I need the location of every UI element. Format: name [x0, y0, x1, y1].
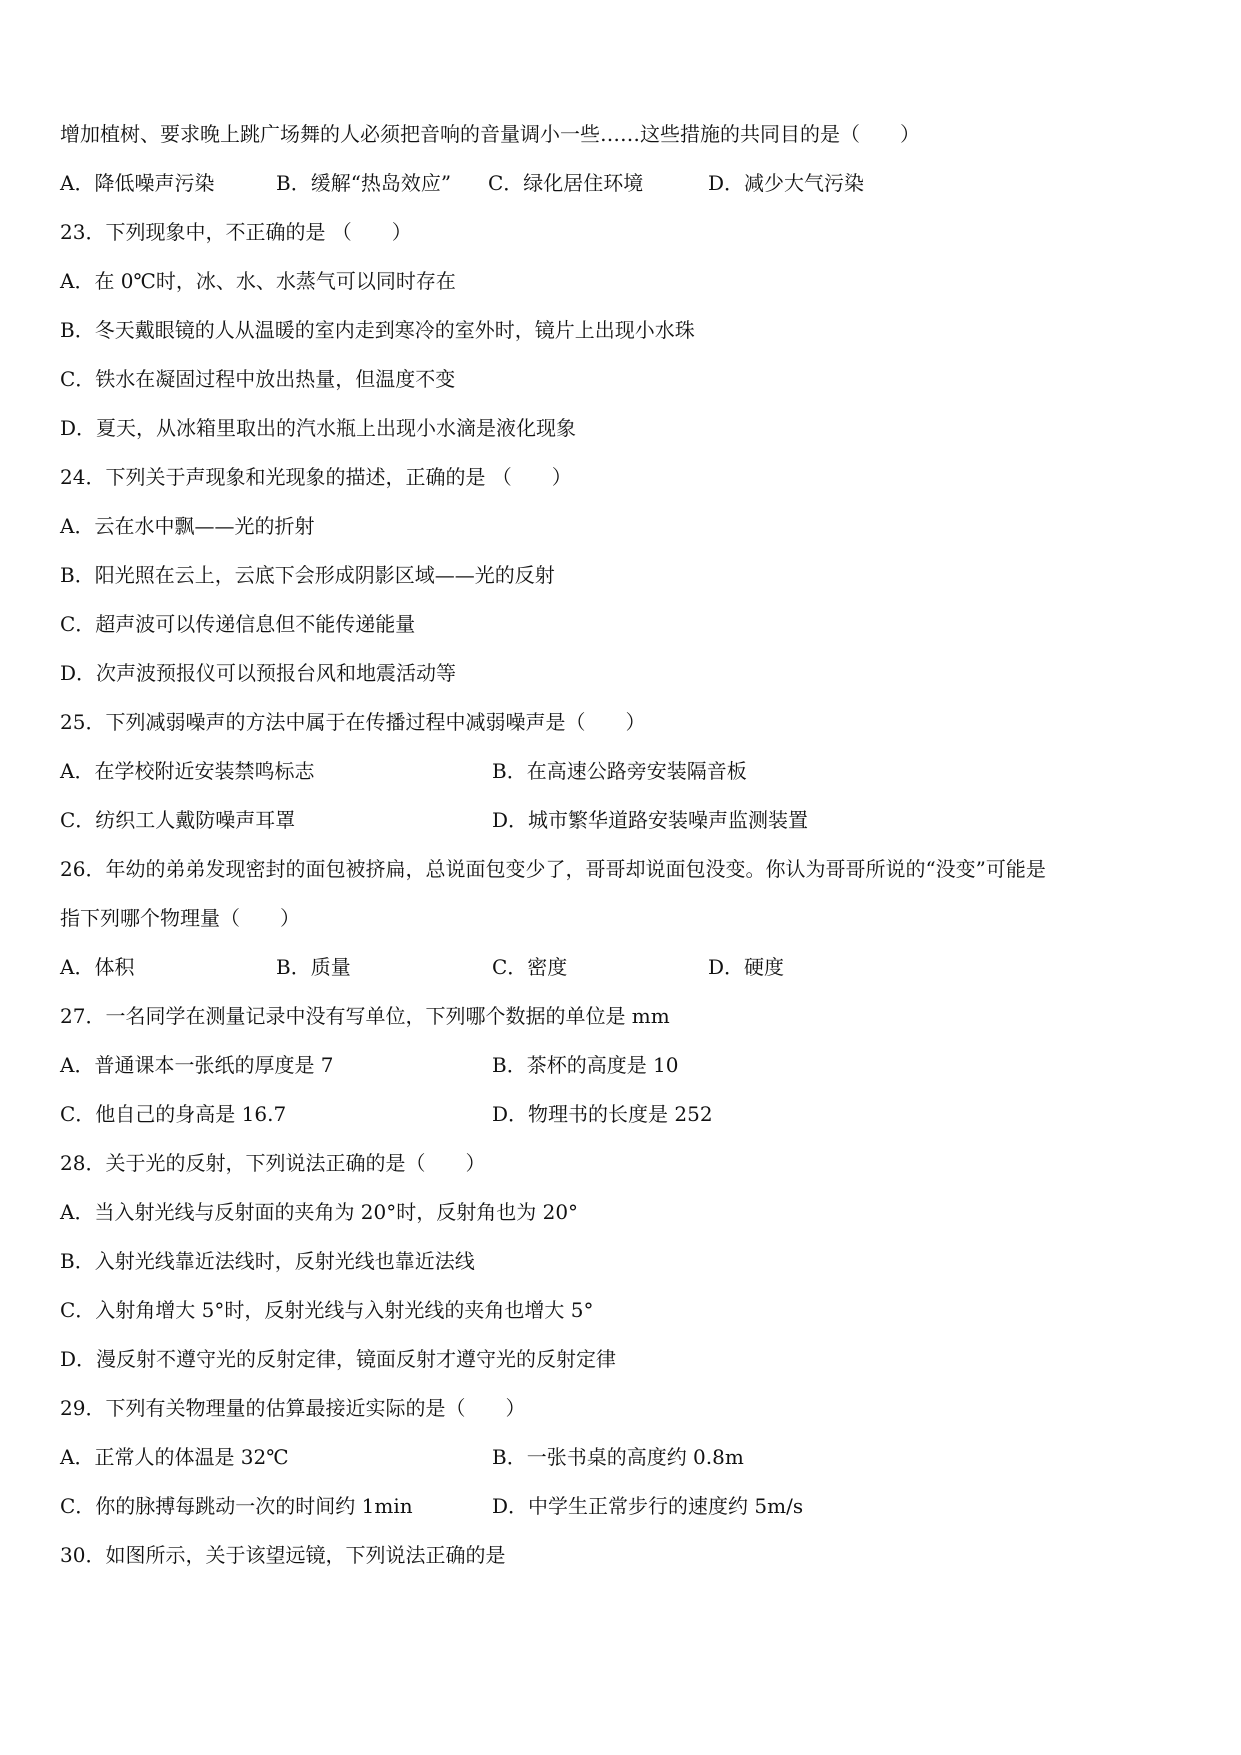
q22-option-c: C．绿化居住环境: [488, 171, 644, 195]
question-28-stem: 28．关于光的反射，下列说法正确的是（ ）: [60, 1151, 486, 1175]
q23-option-d: D．夏天，从冰箱里取出的汽水瓶上出现小水滴是液化现象: [60, 416, 577, 440]
q25-option-c: C．纺织工人戴防噪声耳罩: [60, 808, 296, 832]
q27-option-c: C．他自己的身高是 16.7: [60, 1102, 287, 1126]
q27-option-a: A．普通课本一张纸的厚度是 7: [60, 1053, 334, 1077]
q29-option-a: A．正常人的体温是 32℃: [60, 1445, 289, 1469]
q25-option-d: D．城市繁华道路安装噪声监测装置: [492, 808, 809, 832]
q28-option-d: D．漫反射不遵守光的反射定律，镜面反射才遵守光的反射定律: [60, 1347, 617, 1371]
question-26-options: [60, 955, 1190, 979]
question-29-stem: 29．下列有关物理量的估算最接近实际的是（ ）: [60, 1396, 526, 1420]
q27-options-row-1: [60, 1053, 1190, 1077]
q22-option-a: A．降低噪声污染: [60, 171, 215, 195]
q27-option-b: B．茶杯的高度是 10: [492, 1053, 679, 1077]
q28-option-b: B．入射光线靠近法线时，反射光线也靠近法线: [60, 1249, 475, 1273]
question-26-stem-line-2: 指下列哪个物理量（ ）: [60, 906, 300, 930]
question-30-stem: 30．如图所示，关于该望远镜，下列说法正确的是: [60, 1543, 506, 1567]
question-24-stem: 24．下列关于声现象和光现象的描述，正确的是 （ ）: [60, 465, 572, 489]
q25-option-a: A．在学校附近安装禁鸣标志: [60, 759, 315, 783]
q26-option-a: A．体积: [60, 955, 135, 979]
q28-option-a: A．当入射光线与反射面的夹角为 20°时，反射角也为 20°: [60, 1200, 579, 1224]
q24-option-d: D．次声波预报仪可以预报台风和地震活动等: [60, 661, 457, 685]
q26-option-b: B．质量: [276, 955, 351, 979]
q26-option-d: D．硬度: [708, 955, 785, 979]
q23-option-c: C．铁水在凝固过程中放出热量，但温度不变: [60, 367, 456, 391]
question-22-options: [60, 171, 1190, 195]
q26-option-c: C．密度: [492, 955, 568, 979]
question-25-stem: 25．下列减弱噪声的方法中属于在传播过程中减弱噪声是（ ）: [60, 710, 646, 734]
q29-option-d: D．中学生正常步行的速度约 5m/s: [492, 1494, 804, 1518]
question-22-stem-continued: 增加植树、要求晚上跳广场舞的人必须把音响的音量调小一些……这些措施的共同目的是（ ）: [60, 122, 920, 146]
question-23-stem: 23．下列现象中，不正确的是 （ ）: [60, 220, 412, 244]
q29-option-b: B．一张书桌的高度约 0.8m: [492, 1445, 744, 1469]
q27-options-row-2: [60, 1102, 1190, 1126]
q25-options-row-1: [60, 759, 1190, 783]
q29-options-row-2: [60, 1494, 1190, 1518]
question-27-stem: 27．一名同学在测量记录中没有写单位，下列哪个数据的单位是 mm: [60, 1004, 670, 1028]
q28-option-c: C．入射角增大 5°时，反射光线与入射光线的夹角也增大 5°: [60, 1298, 594, 1322]
exam-page: [60, 122, 1190, 1592]
q27-option-d: D．物理书的长度是 252: [492, 1102, 713, 1126]
q22-option-b: B．缓解“热岛效应”: [276, 171, 452, 195]
q23-option-b: B．冬天戴眼镜的人从温暖的室内走到寒冷的室外时，镜片上出现小水珠: [60, 318, 695, 342]
q25-options-row-2: [60, 808, 1190, 832]
question-26-stem-line-1: 26．年幼的弟弟发现密封的面包被挤扁，总说面包变少了，哥哥却说面包没变。你认为哥哥所说的“没变”可能是: [60, 857, 1046, 881]
q22-option-d: D．减少大气污染: [708, 171, 865, 195]
q29-options-row-1: [60, 1445, 1190, 1469]
q24-option-b: B．阳光照在云上，云底下会形成阴影区域——光的反射: [60, 563, 555, 587]
q23-option-a: A．在 0℃时，冰、水、水蒸气可以同时存在: [60, 269, 456, 293]
q24-option-a: A．云在水中飘——光的折射: [60, 514, 315, 538]
q24-option-c: C．超声波可以传递信息但不能传递能量: [60, 612, 416, 636]
q29-option-c: C．你的脉搏每跳动一次的时间约 1min: [60, 1494, 413, 1518]
q25-option-b: B．在高速公路旁安装隔音板: [492, 759, 747, 783]
